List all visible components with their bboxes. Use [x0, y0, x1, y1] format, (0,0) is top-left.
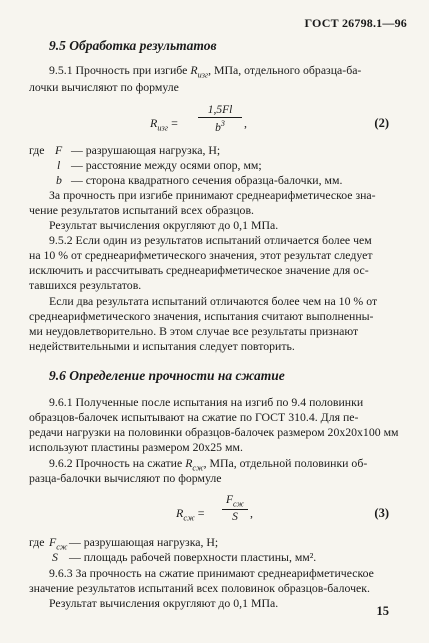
paragraph-9-5-1-line2: лочки вычисляют по формуле — [29, 80, 179, 94]
paragraph-9-5-2-line1: 9.5.2 Если один из результатов испытаний отличается более чем — [49, 233, 372, 247]
paragraph-9-5-2-line2: на 10 % от среднеарифметического значения, этот результат следует — [29, 248, 373, 262]
section-heading-9-5: 9.5 Обработка результатов — [49, 38, 217, 53]
round-note-2: Результат вычисления округляют до 0,1 МПа. — [49, 596, 279, 610]
var-Fsz-desc: — разрушающая нагрузка, Н; — [69, 535, 219, 549]
where-label-2: где — [29, 535, 45, 549]
paragraph-9-6-2-line2: разца-балочки вычисляют по формуле — [29, 471, 222, 485]
page-number: 15 — [376, 604, 389, 618]
var-Fsz: $F_{сж}$ — [49, 535, 68, 552]
formula-2-fraction: 1,5Fl $b^3$ — [198, 104, 242, 134]
mean-line1: За прочность при изгибе принимают среднеарифметическое зна- — [49, 188, 376, 202]
formula-2-comma: , — [244, 116, 247, 130]
var-b: b — [56, 173, 62, 187]
round-note-1: Результат вычисления округляют до 0,1 МПа. — [49, 218, 279, 232]
two-results-line1: Если два результата испытаний отличаются более чем на 10 % от — [49, 294, 378, 308]
formula-3-number: (3) — [374, 506, 389, 520]
where-label: где — [29, 143, 45, 157]
standard-header: ГОСТ 26798.1—96 — [304, 16, 407, 30]
formula-3-fraction: $F_{сж}$ S — [222, 494, 248, 523]
formula-3-comma: , — [250, 506, 253, 520]
paragraph-9-6-1-line2: образцов-балочек испытывают на сжатие по ГОСТ 310.4. Для пе- — [29, 410, 359, 424]
paragraph-9-6-3-line2: значение результатов испытаний всех половинок образцов-балочек. — [29, 581, 370, 595]
two-results-line4: недействительными и испытания следует повторить. — [29, 339, 295, 353]
paragraph-9-5-1-line1: 9.5.1 Прочность при изгибе $R_{изг}$, МПа, отдельного образца-ба- — [49, 63, 362, 80]
two-results-line3: ми неудовлетворительно. В этом случае все результаты признают — [29, 324, 359, 338]
var-F: F — [55, 143, 63, 157]
paragraph-9-6-3-line1: 9.6.3 За прочность на сжатие принимают среднеарифметическое — [49, 566, 374, 580]
mean-line2: чение результатов испытаний всех образцов. — [29, 203, 254, 217]
var-l: l — [57, 158, 61, 172]
paragraph-9-6-1-line1: 9.6.1 Полученные после испытания на изгиб по 9.4 половинки — [49, 395, 364, 409]
formula-2-lhs: $R_{изг}$ = — [150, 116, 178, 133]
formula-2-number: (2) — [374, 116, 389, 130]
var-S-desc: — площадь рабочей поверхности пластины, мм². — [69, 550, 317, 564]
paragraph-9-5-2-line4: тавшихся результатов. — [29, 278, 142, 292]
formula-3-lhs: $R_{сж}$ = — [176, 506, 205, 523]
paragraph-9-6-1-line4: используют пластины размером 20x25 мм. — [29, 440, 243, 454]
var-l-desc: — расстояние между осями опор, мм; — [71, 158, 262, 172]
var-F-desc: — разрушающая нагрузка, Н; — [71, 143, 221, 157]
paragraph-9-6-2-line1: 9.6.2 Прочность на сжатие $R_{сж}$, МПа, отдельной половинки об- — [49, 456, 368, 473]
section-heading-9-6: 9.6 Определение прочности на сжатие — [49, 368, 285, 383]
var-S: S — [52, 550, 58, 564]
var-b-desc: — сторона квадратного сечения образца-балочки, мм. — [71, 173, 343, 187]
paragraph-9-6-1-line3: редачи нагрузки на половинки образцов-балочек размером 20x20x100 мм — [29, 425, 399, 439]
paragraph-9-5-2-line3: исключить и рассчитывать среднеарифметическое значение для ос- — [29, 263, 369, 277]
two-results-line2: среднеарифметического значения, испытания считают выполненны- — [29, 309, 374, 323]
